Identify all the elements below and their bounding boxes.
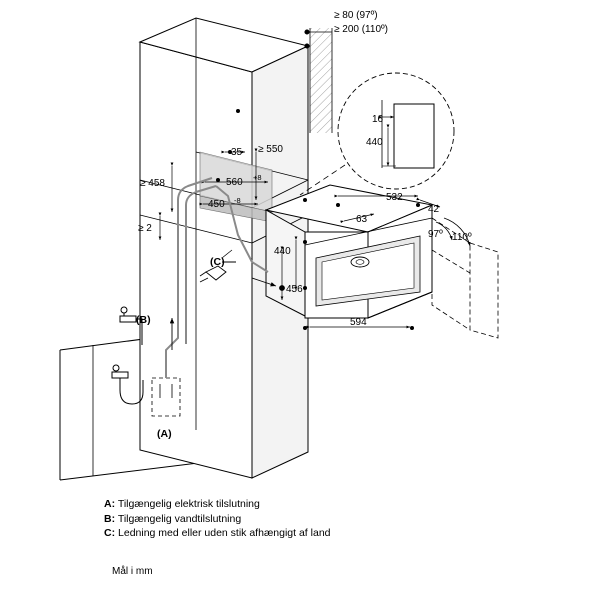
label-angle-97: 97º <box>428 229 443 240</box>
label-callout-b: (B) <box>136 314 151 326</box>
label-450-sup: -8 <box>234 196 241 205</box>
label-440-detail: 440 <box>366 137 383 148</box>
label-532: 532 <box>386 192 403 203</box>
label-594: 594 <box>350 317 367 328</box>
label-42: 42 <box>428 204 440 215</box>
label-456: 456 <box>286 284 303 295</box>
label-angle-110: 110º <box>452 232 472 243</box>
units-note: Mål i mm <box>112 566 153 577</box>
label-440: 440 <box>274 246 291 257</box>
label-callout-a: (A) <box>157 428 172 440</box>
legend-key-c: C: <box>104 527 116 539</box>
detail-callout-circle <box>338 73 454 189</box>
legend-key-b: B: <box>104 512 116 525</box>
legend-row-a <box>104 497 504 512</box>
label-560-sup: +8 <box>253 173 262 182</box>
oven-appliance <box>266 185 432 318</box>
note-200: ≥ 200 (110º) <box>334 24 388 35</box>
label-550: ≥ 550 <box>258 144 283 155</box>
label-2: ≥ 2 <box>138 223 152 234</box>
label-callout-c: (C) <box>210 256 225 268</box>
ventilation-hatch <box>310 28 332 133</box>
label-16: 16 <box>372 114 384 125</box>
legend-row-b <box>104 512 504 527</box>
label-63: 63 <box>356 214 368 225</box>
legend-key-a: A: <box>104 498 116 510</box>
label-560: 560 <box>226 177 243 188</box>
label-35: 35 <box>231 147 243 158</box>
legend-row-c <box>104 526 504 541</box>
note-80: ≥ 80 (97º) <box>334 10 378 21</box>
legend-text-a: Tilgængelig elektrisk tilslutning <box>117 498 260 510</box>
legend <box>104 497 504 541</box>
label-450: 450 <box>208 199 225 210</box>
legend-text-b: Tilgængelig vandtilslutning <box>117 512 242 525</box>
legend-text-c: Ledning med eller uden stik afhængigt af land <box>118 527 331 539</box>
label-458: ≥ 458 <box>140 178 165 189</box>
